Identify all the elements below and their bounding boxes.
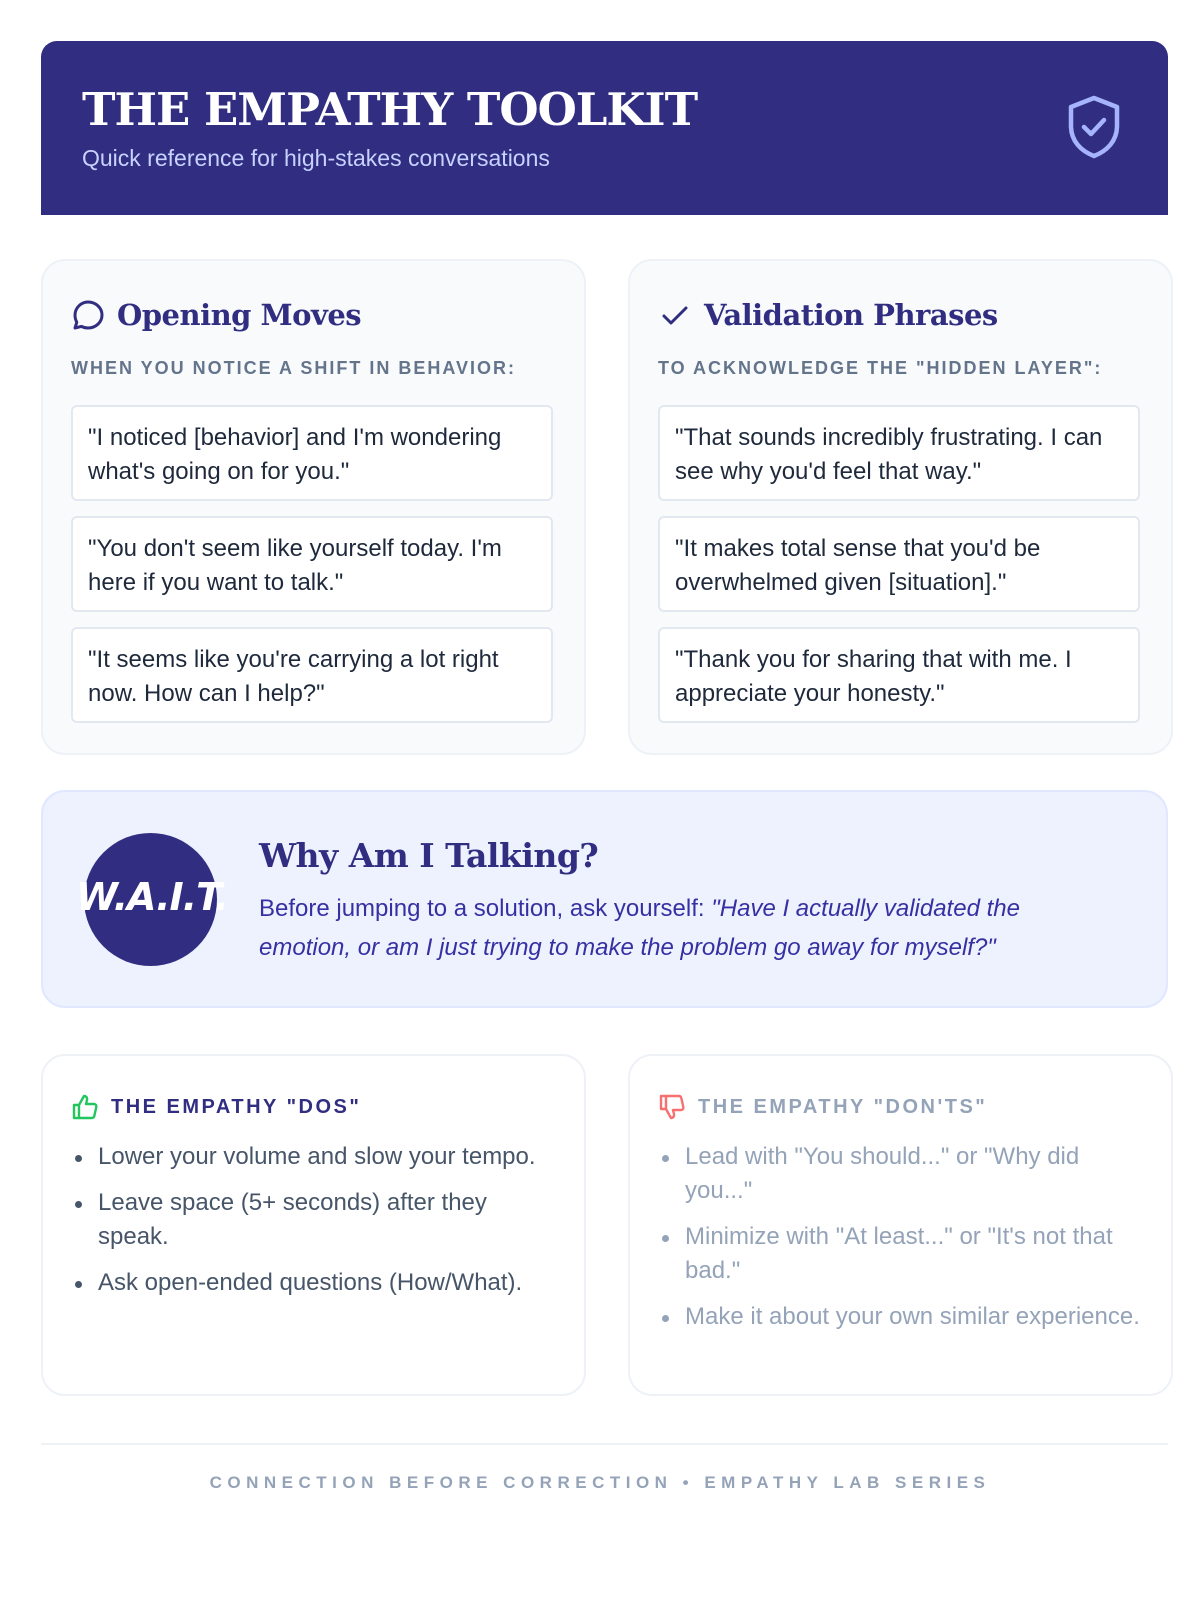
opening-moves-caption: WHEN YOU NOTICE A SHIFT IN BEHAVIOR: bbox=[71, 358, 517, 378]
list-item: Lead with "You should..." or "Why did you..." bbox=[658, 1140, 1148, 1208]
wait-badge bbox=[75, 833, 229, 966]
validation-phrases-title: Validation Phrases bbox=[704, 298, 998, 332]
speech-bubble-icon bbox=[71, 298, 105, 332]
list-item: Leave space (5+ seconds) after they speak. bbox=[71, 1186, 561, 1254]
donts-list bbox=[658, 1140, 1148, 1346]
quote-card: "I noticed [behavior] and I'm wondering what's going on for you." bbox=[71, 405, 553, 501]
opening-moves-header bbox=[71, 295, 361, 335]
quote-card: "It makes total sense that you'd be overwhelmed given [situation]." bbox=[658, 516, 1140, 612]
shield-check-icon bbox=[1065, 94, 1123, 160]
list-item: Make it about your own similar experience. bbox=[658, 1300, 1148, 1334]
checkmark-icon bbox=[658, 298, 692, 332]
header-banner bbox=[41, 41, 1168, 215]
wait-callout bbox=[41, 790, 1168, 1008]
list-item: Lower your volume and slow your tempo. bbox=[71, 1140, 561, 1174]
opening-moves-card bbox=[41, 259, 586, 755]
wait-body bbox=[259, 889, 1099, 967]
page-title: THE EMPATHY TOOLKIT bbox=[82, 83, 698, 136]
dos-header bbox=[71, 1090, 361, 1124]
quote-card: "That sounds incredibly frustrating. I can see why you'd feel that way." bbox=[658, 405, 1140, 501]
list-item: Ask open-ended questions (How/What). bbox=[71, 1266, 561, 1300]
quote-card: "Thank you for sharing that with me. I appreciate your honesty." bbox=[658, 627, 1140, 723]
validation-phrases-header bbox=[658, 295, 998, 335]
donts-title: THE EMPATHY "DON'TS" bbox=[698, 1095, 988, 1118]
validation-phrases-card bbox=[628, 259, 1173, 755]
thumbs-up-icon bbox=[71, 1093, 99, 1121]
dos-list bbox=[71, 1140, 561, 1312]
wait-badge-text: W.A.I.T. bbox=[75, 875, 229, 919]
wait-body-text: Before jumping to a solution, ask yourself: bbox=[259, 895, 705, 922]
footer-divider bbox=[41, 1443, 1168, 1445]
thumbs-down-icon bbox=[658, 1093, 686, 1121]
list-item: Minimize with "At least..." or "It's not that bad." bbox=[658, 1220, 1148, 1288]
dos-title: THE EMPATHY "DOS" bbox=[111, 1095, 362, 1118]
validation-phrases-caption: TO ACKNOWLEDGE THE "HIDDEN LAYER": bbox=[658, 358, 1103, 378]
opening-moves-title: Opening Moves bbox=[117, 298, 362, 332]
wait-title: Why Am I Talking? bbox=[259, 836, 599, 875]
donts-card bbox=[628, 1054, 1173, 1396]
dos-card bbox=[41, 1054, 586, 1396]
footer-text: CONNECTION BEFORE CORRECTION • EMPATHY LAB SERIES bbox=[209, 1473, 991, 1492]
quote-card: "You don't seem like yourself today. I'm here if you want to talk." bbox=[71, 516, 553, 612]
quote-card: "It seems like you're carrying a lot right now. How can I help?" bbox=[71, 627, 553, 723]
wait-quote: "Have I actually validated the emotion, or am I just trying to make the problem go away for myself?" bbox=[259, 895, 1020, 961]
donts-header bbox=[658, 1090, 987, 1124]
page-subtitle: Quick reference for high-stakes conversations bbox=[82, 145, 550, 171]
